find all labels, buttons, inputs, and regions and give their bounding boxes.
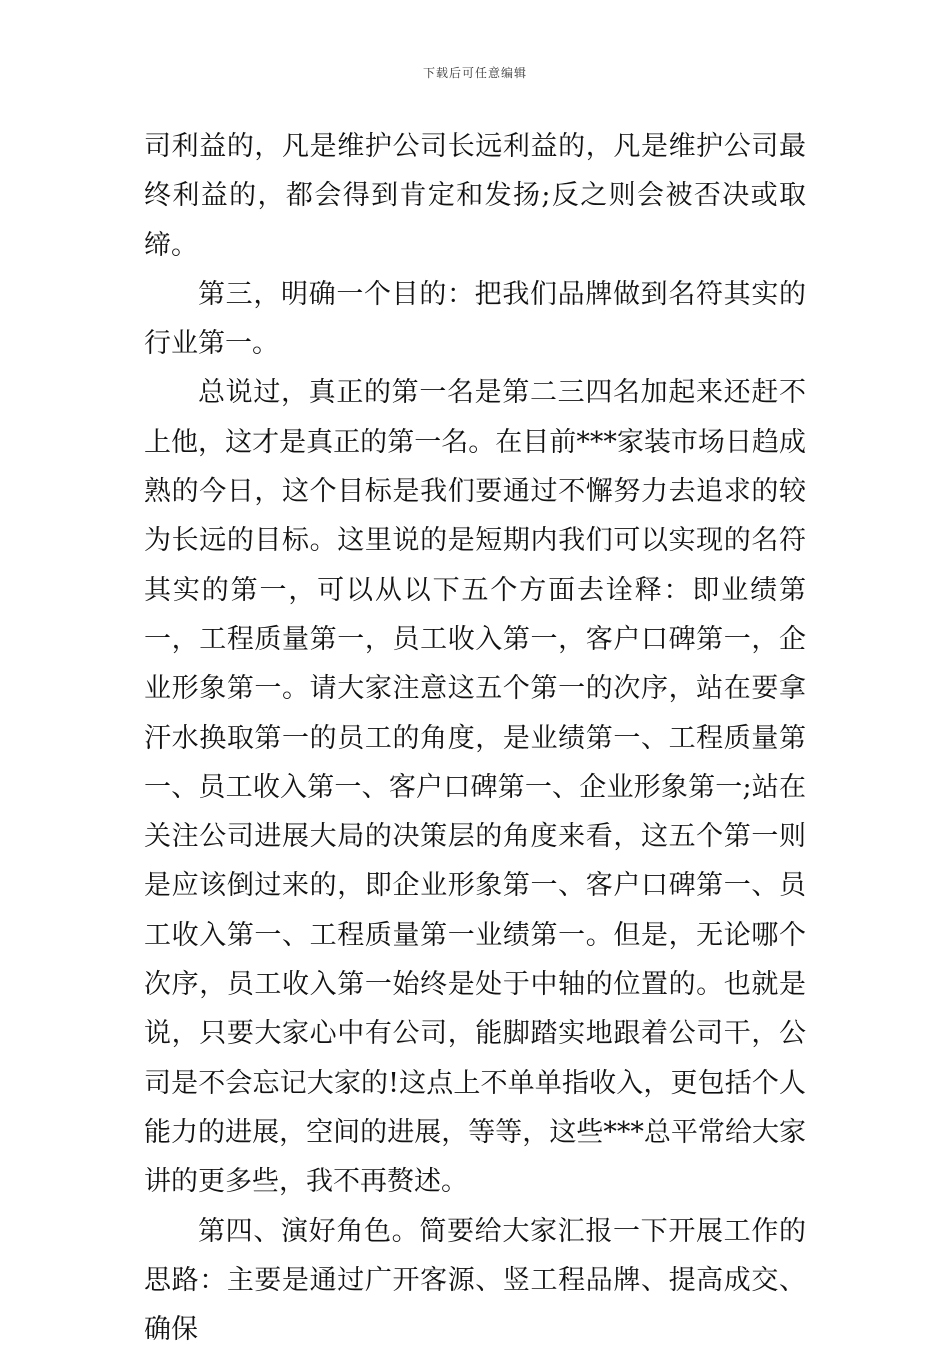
document-body	[144, 122, 806, 1354]
page-header: 下载后可任意编辑	[422, 66, 527, 80]
paragraph-first-place-explanation: 总说过，真正的第一名是第二三四名加起来还赶不上他，这才是真正的第一名。在目前***家装市场日趋成熟的今日，这个目标是我们要通过不懈努力去追求的较为长远的目标。这里说的是短期内我们可以实现的名符其实的第一，可以从以下五个方面去诠释：即业绩第一，工程质量第一，员工收入第一，客户口碑第一，企业形象第一。请大家注意这五个第一的次序，站在要拿汗水换取第一的员工的角度，是业绩第一、工程质量第一、员工收入第一、客户口碑第一、企业形象第一;站在关注公司进展大局的决策层的角度来看，这五个第一则是应该倒过来的，即企业形象第一、客户口碑第一、员工收入第一、工程质量第一业绩第一。但是，无论哪个次序，员工收入第一始终是处于中轴的位置的。也就是说，只要大家心中有公司，能脚踏实地跟着公司干，公司是不会忘记大家的!这点上不单单指收入，更包括个人能力的进展，空间的进展，等等，这些***总平常给大家讲的更多些，我不再赘述。	[144, 377, 806, 1198]
paragraph-third-point: 第三，明确一个目的：把我们品牌做到名符其实的行业第一。	[144, 278, 806, 360]
paragraph-continuation: 司利益的，凡是维护公司长远利益的，凡是维护公司最终利益的，都会得到肯定和发扬;反之则会被否决或取缔。	[144, 131, 806, 261]
paragraph-fourth-point: 第四、演好角色。简要给大家汇报一下开展工作的思路：主要是通过广开客源、竖工程品牌、提高成交、确保	[144, 1215, 806, 1346]
